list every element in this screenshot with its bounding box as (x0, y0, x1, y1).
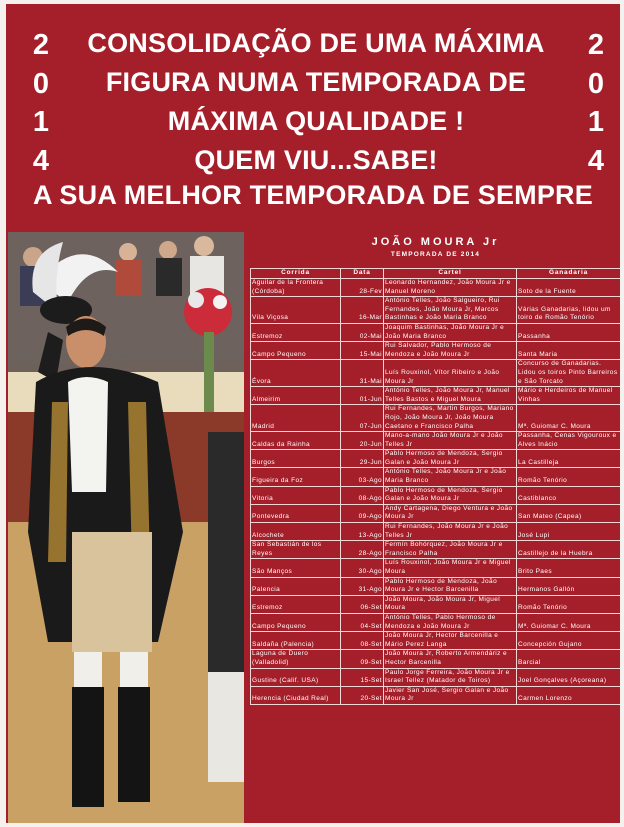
cell-corrida: Évora (251, 360, 341, 387)
cell-ganadaria: José Lupi (517, 523, 621, 541)
subheadline: A SUA MELHOR TEMPORADA DE SEMPRE (33, 180, 593, 210)
cell-corrida: Almeirim (251, 387, 341, 405)
cell-cartel: Rui Fernandes, João Moura Jr e João Telles Jr (384, 523, 517, 541)
table-row (251, 686, 621, 704)
cell-corrida: Madrid (251, 405, 341, 432)
cell-cartel: Luís Rouxinol, João Moura Jr e Miguel Moura (384, 559, 517, 577)
cell-data: 09-Set (341, 650, 384, 668)
cell-ganadaria: Santa Maria (517, 342, 621, 360)
cell-data: 28-Fev (341, 279, 384, 297)
cell-corrida: Caldas da Rainha (251, 432, 341, 450)
cell-corrida: Vitoria (251, 486, 341, 504)
year-digit: 0 (587, 67, 605, 100)
cell-data: 09-Ago (341, 504, 384, 522)
cell-data: 01-Jun (341, 387, 384, 405)
table-row (251, 405, 621, 432)
cell-ganadaria: Concepción Gujano (517, 632, 621, 650)
cell-cartel: João Moura, João Moura Jr, Miguel Moura (384, 595, 517, 613)
cell-data: 04-Set (341, 613, 384, 631)
headline-line: CONSOLIDAÇÃO DE UMA MÁXIMA (87, 28, 545, 58)
cell-cartel: Mano-a-mano João Moura Jr e João Telles Jr (384, 432, 517, 450)
cell-corrida: Vila Viçosa (251, 297, 341, 324)
table-row (251, 595, 621, 613)
table-row (251, 632, 621, 650)
cell-ganadaria: Mª. Guiomar C. Moura (517, 405, 621, 432)
year-digit: 1 (32, 106, 50, 138)
header-ganadaria: Ganadaria (517, 269, 621, 279)
cell-cartel: Pablo Hermoso de Mendoza, João Moura Jr e Hector Barcenilla (384, 577, 517, 595)
table-row (251, 577, 621, 595)
cell-data: 02-Mai (341, 323, 384, 341)
cell-corrida: Campo Pequeno (251, 342, 341, 360)
cell-ganadaria: Romão Tenório (517, 468, 621, 486)
header-data: Data (341, 269, 384, 279)
year-digit: 4 (32, 144, 50, 177)
table-row (251, 323, 621, 341)
cell-cartel: Pablo Hermoso de Mendoza, Sergio Galan e João Moura Jr (384, 486, 517, 504)
table-row (251, 342, 621, 360)
cell-corrida: Estremoz (251, 323, 341, 341)
cell-corrida: Alcochete (251, 523, 341, 541)
table-subtitle: TEMPORADA DE 2014 (390, 251, 481, 258)
table-row (251, 559, 621, 577)
year-digit: 2 (587, 29, 605, 61)
cell-cartel: Leonardo Hernandez, João Moura Jr e Manuel Moreno (384, 279, 517, 297)
cell-ganadaria: Carmen Lorenzo (517, 686, 621, 704)
header-corrida: Corrida (251, 269, 341, 279)
headline (66, 24, 566, 180)
cell-ganadaria: Barcial (517, 650, 621, 668)
cell-corrida: Gustine (Calif. USA) (251, 668, 341, 686)
cell-cartel: Rui Fernandes, Martin Burgos, Mariano Rojo, João Moura Jr, João Moura Caetano e Francisco Palha (384, 405, 517, 432)
table-row (251, 432, 621, 450)
cell-cartel: Paulo Jorge Ferreira, João Moura Jr e Israel Tellez (Matador de Toiros) (384, 668, 517, 686)
table-row (251, 468, 621, 486)
cell-ganadaria: Castiblanco (517, 486, 621, 504)
poster (6, 4, 620, 823)
table-row (251, 486, 621, 504)
cell-ganadaria: Romão Tenório (517, 595, 621, 613)
year-digit: 1 (587, 106, 605, 138)
table-row (251, 504, 621, 522)
cell-cartel: Javier San José, Sergio Galan e João Moura Jr (384, 686, 517, 704)
cell-ganadaria: Passanha, Cenas Vigouroux e Alves Inácio (517, 432, 621, 450)
cell-ganadaria: Mª. Guiomar C. Moura (517, 613, 621, 631)
cell-ganadaria: Várias Ganadarias, lidou um toiro de Romão Tenório (517, 297, 621, 324)
cell-corrida: Estremoz (251, 595, 341, 613)
table-row (251, 613, 621, 631)
cell-ganadaria: San Mateo (Capea) (517, 504, 621, 522)
cell-cartel: António Telles, Pablo Hermoso de Mendoza e João Moura Jr (384, 613, 517, 631)
table-header-row (251, 269, 621, 279)
year-digits-right (581, 26, 611, 180)
cell-data: 29-Jun (341, 450, 384, 468)
headline-line: QUEM VIU...SABE! (194, 145, 438, 175)
table-row (251, 360, 621, 387)
table-row (251, 523, 621, 541)
cell-cartel: Fermín Bohórquez, João Moura Jr e Francisco Palha (384, 541, 517, 559)
cell-ganadaria: Hermanos Gallón (517, 577, 621, 595)
table-row (251, 297, 621, 324)
cell-corrida: Palencia (251, 577, 341, 595)
cell-corrida: Campo Pequeno (251, 613, 341, 631)
cell-cartel: João Moura Jr, Hector Barcenilla e Mário Perez Langa (384, 632, 517, 650)
cell-data: 16-Mar (341, 297, 384, 324)
cell-cartel: João Moura Jr, Roberto Armendáriz e Hector Barcenilla (384, 650, 517, 668)
cell-cartel: António Telles, João Moura Jr, Manuel Telles Bastos e Miguel Moura (384, 387, 517, 405)
cell-cartel: Andy Cartagena, Diego Ventura e João Moura Jr (384, 504, 517, 522)
table-title: JOÃO MOURA Jr (371, 236, 500, 248)
cell-ganadaria: Concurso de Ganadarias. Lidou os toiros Pinto Barreiros e São Torcato (517, 360, 621, 387)
cell-corrida: Figueira da Foz (251, 468, 341, 486)
cell-data: 03-Ago (341, 468, 384, 486)
cell-data: 20-Set (341, 686, 384, 704)
year-digit: 2 (32, 29, 50, 61)
cell-corrida: Burgos (251, 450, 341, 468)
header-cartel: Cartel (384, 269, 517, 279)
cell-data: 15-Set (341, 668, 384, 686)
cell-data: 06-Set (341, 595, 384, 613)
table-row (251, 279, 621, 297)
cell-ganadaria: Brito Paes (517, 559, 621, 577)
cell-ganadaria: Mário e Herdeiros de Manuel Vinhas (517, 387, 621, 405)
cell-ganadaria: Joel Gonçalves (Açoreana) (517, 668, 621, 686)
table-row (251, 650, 621, 668)
headline-line: FIGURA NUMA TEMPORADA DE (105, 67, 527, 97)
cell-cartel: Joaquim Bastinhas, João Moura Jr e João Maria Branco (384, 323, 517, 341)
cell-data: 31-Mai (341, 360, 384, 387)
rider-photo (8, 232, 244, 823)
table-row (251, 387, 621, 405)
cell-ganadaria: Passanha (517, 323, 621, 341)
cell-cartel: Rui Salvador, Pablo Hermoso de Mendoza e João Moura Jr (384, 342, 517, 360)
cell-corrida: Aguilar de la Frontera (Córdoba) (251, 279, 341, 297)
cell-data: 15-Mai (341, 342, 384, 360)
cell-ganadaria: La Castilleja (517, 450, 621, 468)
headline-line: MÁXIMA QUALIDADE ! (167, 106, 465, 136)
cell-cartel: António Telles, João Salgueiro, Rui Fernandes, João Moura Jr, Marcos Bastinhas e João Maria Branco (384, 297, 517, 324)
cell-cartel: Pablo Hermoso de Mendoza, Sergio Galan e João Moura Jr (384, 450, 517, 468)
year-digits-left (26, 26, 56, 180)
year-digit: 4 (587, 144, 605, 177)
cell-cartel: António Telles, João Moura Jr e João Maria Branco (384, 468, 517, 486)
cell-corrida: Pontevedra (251, 504, 341, 522)
cell-data: 31-Ago (341, 577, 384, 595)
cell-corrida: São Manços (251, 559, 341, 577)
cell-data: 20-Jun (341, 432, 384, 450)
cell-data: 28-Ago (341, 541, 384, 559)
cell-data: 08-Set (341, 632, 384, 650)
rider-illustration (8, 232, 244, 823)
season-table (250, 268, 620, 705)
year-digit: 0 (32, 67, 50, 100)
table-row (251, 541, 621, 559)
cell-corrida: Saldaña (Palencia) (251, 632, 341, 650)
cell-ganadaria: Soto de la Fuente (517, 279, 621, 297)
cell-corrida: San Sebastián de los Reyes (251, 541, 341, 559)
cell-corrida: Laguna de Duero (Valladolid) (251, 650, 341, 668)
cell-ganadaria: Castillejo de la Huebra (517, 541, 621, 559)
table-row (251, 668, 621, 686)
cell-data: 08-Ago (341, 486, 384, 504)
cell-data: 07-Jun (341, 405, 384, 432)
cell-data: 13-Ago (341, 523, 384, 541)
cell-corrida: Herencia (Ciudad Real) (251, 686, 341, 704)
table-row (251, 450, 621, 468)
cell-cartel: Luís Rouxinol, Vítor Ribeiro e João Moura Jr (384, 360, 517, 387)
cell-data: 30-Ago (341, 559, 384, 577)
